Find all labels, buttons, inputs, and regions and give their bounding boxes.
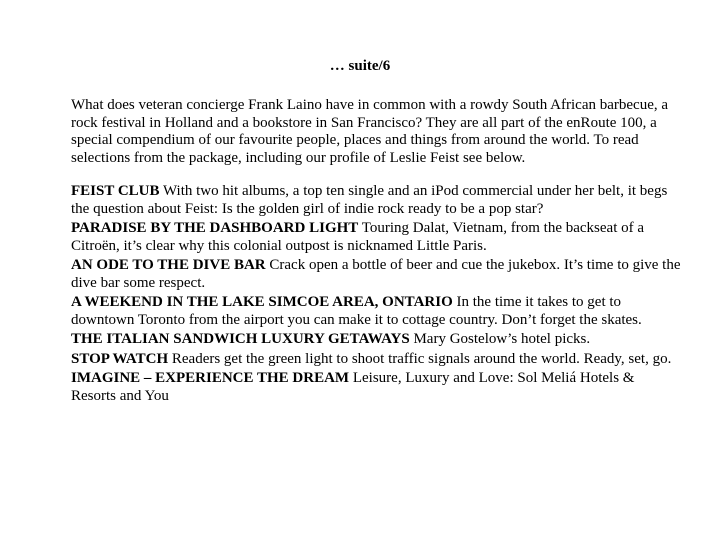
item-title[interactable]: PARADISE BY THE DASHBOARD LIGHT	[71, 220, 359, 236]
item-title[interactable]: STOP WATCH	[71, 350, 169, 367]
list-item-italian-sandwich[interactable]	[71, 331, 683, 349]
item-description: Touring Dalat, Vietnam, from the backseat of a Citroën, it’s clear why this colonial outpost is nicknamed Little Paris.	[71, 220, 645, 254]
item-description: Readers get the green light to shoot traffic signals around the world. Ready, set, go.	[171, 350, 672, 367]
item-description: Mary Gostelow’s hotel picks.	[413, 331, 591, 347]
list-item-stop-watch[interactable]	[71, 351, 683, 369]
list-item-imagine[interactable]	[71, 370, 683, 405]
item-title[interactable]: FEIST CLUB	[71, 183, 160, 199]
list-item-lake-simcoe[interactable]	[71, 294, 683, 329]
item-description: Leisure, Luxury and Love: Sol Meliá Hotels & Resorts and You	[71, 370, 635, 404]
item-description: Crack open a bottle of beer and cue the jukebox. It’s time to give the dive bar some respect.	[71, 257, 681, 291]
list-item-paradise-dashboard[interactable]	[71, 220, 683, 255]
list-item-dive-bar[interactable]	[71, 257, 683, 292]
item-title[interactable]: IMAGINE – EXPERIENCE THE DREAM	[71, 370, 350, 386]
list-item-feist-club[interactable]	[71, 183, 683, 218]
article-body	[71, 97, 683, 407]
item-title[interactable]: AN ODE TO THE DIVE BAR	[71, 257, 266, 273]
page-title: … suite/6	[329, 58, 391, 74]
item-title[interactable]: THE ITALIAN SANDWICH LUXURY GETAWAYS	[71, 331, 410, 347]
item-description: With two hit albums, a top ten single and an iPod commercial under her belt, it begs the question about Feist: Is the golden girl of indie rock ready to be a pop star?	[71, 183, 668, 217]
article-list	[71, 183, 683, 405]
item-title[interactable]: A WEEKEND IN THE LAKE SIMCOE AREA, ONTARIO	[71, 294, 453, 310]
item-description: In the time it takes to get to downtown Toronto from the airport you can make it to cottage country. Don’t forget the skates.	[71, 294, 642, 328]
intro-paragraph: What does veteran concierge Frank Laino have in common with a rowdy South African barbecue, a rock festival in Holland and a bookstore in San Francisco? They are all part of the enRoute 100, a special compendium of our favourite people, places and things from around the world. To read selections from the package, including our profile of Leslie Feist see below.	[71, 97, 669, 166]
